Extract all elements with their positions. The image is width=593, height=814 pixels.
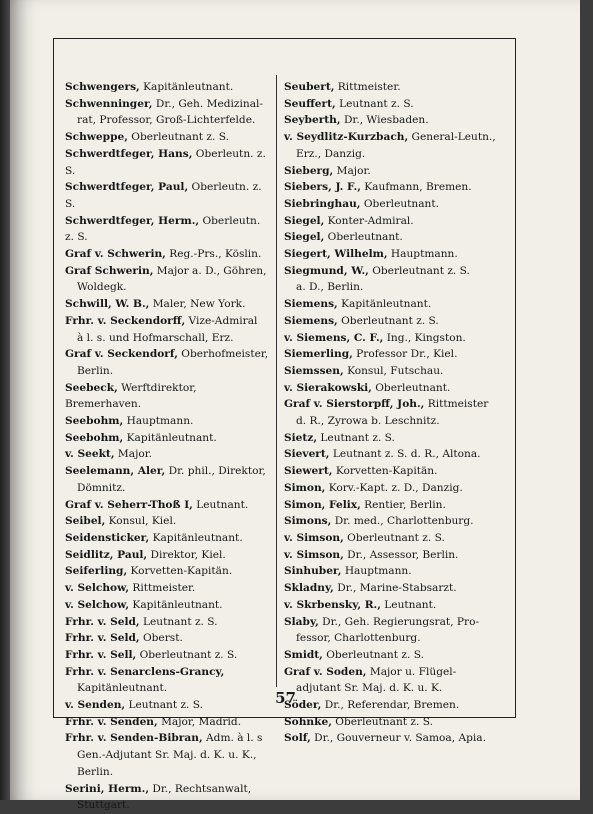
entry-details: Rentier, Berlin. [364,498,446,511]
directory-entry [284,446,509,463]
entry-name: v. Skrbensky, R., [284,598,381,611]
entry-details: Major u. Flügel- [369,665,457,678]
directory-entry [65,614,270,631]
entry-continuation: Dömnitz. [77,481,126,494]
entry-details: Korvetten-Kapitän. [335,465,438,478]
entry-details: Dr., Gouverneur v. Samoa, Apia. [314,732,486,745]
entry-details: Korv.-Kapt. z. D., Danzig. [328,481,463,494]
entry-name: Siewert, [284,465,333,478]
entry-name: Graf v. Sierstorpff, Joh., [284,398,425,411]
entry-details: Dr., Geh. Medizinal- [155,97,263,110]
entry-details: Werftdirektor, Bremerhaven. [65,381,197,411]
entry-details: Dr. med., Charlottenburg. [334,515,474,528]
entry-details: Rittmeister. [337,81,401,93]
entry-details: Vize-Admiral [188,314,258,327]
entry-continuation: Gen.-Adjutant Sr. Maj. d. K. u. K., Berlin. [77,749,257,778]
entry-details: Kapitänleutnant. [126,431,217,444]
directory-entry [284,396,509,429]
entry-details: Leutnant. [384,598,437,611]
entry-continuation: fessor, Charlottenburg. [296,632,421,645]
entry-details: Dr., Rechtsanwalt, [152,782,252,795]
entry-details: Oberleutnant z. S. [372,264,470,277]
entry-details: Kapitänleutnant. [152,531,243,544]
directory-entry [65,580,270,597]
entry-name: Sievert, [284,448,330,461]
entry-name: v. Siemens, C. F., [284,331,384,344]
directory-entry [284,730,509,747]
entry-name: Schwerdtfeger, Herm., [65,214,200,227]
entry-name: Graf Schwerin, [65,264,154,277]
directory-entry [284,263,509,296]
directory-entry [284,296,509,313]
entry-name: Solf, [284,732,311,745]
entry-name: Siegel, [284,214,325,227]
entry-name: Schweppe, [65,131,128,144]
directory-entry [65,630,270,647]
entry-name: v. Selchow, [65,582,130,595]
directory-entry [65,346,270,379]
entry-continuation: Stuttgart. [77,799,130,812]
entry-name: Siemens, [284,298,338,311]
page-number: 57 [275,689,296,707]
directory-entry [65,380,270,413]
entry-details: Oberleutnant z. S. [326,648,424,661]
entry-details: General-Leutn., [411,131,496,144]
entry-name: Slaby, [284,615,319,628]
entry-details: Konsul, Futschau. [347,364,444,377]
entry-details: Oberhofmeister, [181,348,269,361]
entry-name: v. Selchow, [65,598,130,611]
directory-entry [65,513,270,530]
directory-entry [284,79,509,96]
entry-name: Seidlitz, Paul, [65,548,148,561]
directory-entry [65,463,270,496]
entry-details: Ing., Kingston. [386,331,466,344]
entry-details: Kapitänleutnant. [143,81,234,93]
directory-entry [284,346,509,363]
entry-name: Sietz, [284,431,318,444]
entry-name: Sinhuber, [284,565,342,578]
directory-entry [65,597,270,614]
directory-entry [284,513,509,530]
entry-details: Dr., Marine-Stabsarzt. [337,582,457,595]
directory-entry [65,179,270,212]
entry-details: Hauptmann. [126,415,194,428]
entry-name: Graf v. Schwerin, [65,248,166,261]
entry-name: Seidensticker, [65,531,150,544]
directory-entry [65,781,270,814]
entry-details: Leutnant. [196,498,249,511]
column-divider [276,75,277,687]
directory-entry [284,463,509,480]
directory-entry [284,714,509,731]
entry-details: Korvetten-Kapitän. [130,565,233,578]
directory-entry [284,129,509,162]
entry-name: Siebringhau, [284,197,361,210]
entry-name: Sohnke, [284,715,332,728]
entry-continuation: a. D., Berlin. [296,281,364,294]
entry-name: Schwerdtfeger, Paul, [65,181,189,194]
entry-name: Seebeck, [65,381,118,394]
entry-name: v. Simson, [284,531,344,544]
entry-continuation: Kapitänleutnant. [77,682,168,695]
directory-entry [284,497,509,514]
book-page [10,0,580,812]
entry-details: Kaufmann, Bremen. [364,181,472,194]
directory-entry [65,96,270,129]
entry-name: Schwenninger, [65,97,153,110]
entry-name: v. Seydlitz-Kurzbach, [284,131,409,144]
entry-name: Graf v. Soden, [284,665,367,678]
directory-entry [65,730,270,780]
directory-entry [65,647,270,664]
right-column [284,79,509,747]
entry-name: Simons, [284,515,332,528]
entry-name: Seelemann, Aler, [65,465,166,478]
directory-entry [284,647,509,664]
entry-details: Oberleutnant z. S. [347,531,445,544]
entry-name: Seiferling, [65,565,128,578]
entry-name: Graf v. Seherr-Thoß I, [65,498,193,511]
directory-entry [284,96,509,113]
entry-name: Serini, Herm., [65,782,150,795]
entry-name: Simon, [284,481,326,494]
directory-entry [284,580,509,597]
entry-details: Leutnant z. S. [320,431,395,444]
entry-name: v. Simson, [284,548,344,561]
entry-details: Dr., Assessor, Berlin. [347,548,459,561]
entry-details: Leutnant z. S. [128,699,204,712]
entry-continuation: d. R., Zyrowa b. Leschnitz. [296,415,440,428]
directory-entry [65,246,270,263]
entry-name: Frhr. v. Senarclens-Grancy, [65,665,225,678]
entry-name: Simon, Felix, [284,498,361,511]
directory-entry [284,614,509,647]
book-spine [0,0,10,800]
entry-name: Frhr. v. Senden-Bibran, [65,732,203,745]
entry-name: Frhr. v. Seckendorff, [65,314,186,327]
entry-continuation: Erz., Danzig. [296,147,366,160]
entry-details: Professor Dr., Kiel. [356,348,458,361]
entry-details: Major, Madrid. [161,715,242,728]
entry-name: v. Senden, [65,699,126,712]
entry-continuation: adjutant Sr. Maj. d. K. u. K. [296,682,443,695]
entry-details: Rittmeister [427,398,489,411]
directory-entry [65,296,270,313]
entry-name: Seebohm, [65,431,124,444]
entry-name: Siemerling, [284,348,353,361]
directory-entry [65,530,270,547]
directory-entry [65,129,270,146]
entry-name: Seubert, [284,81,335,93]
directory-entry [65,430,270,447]
directory-entry [65,263,270,296]
entry-details: Konter-Admiral. [327,214,414,227]
entry-details: Konsul, Kiel. [108,515,177,528]
entry-name: Siegmund, W., [284,264,369,277]
entry-continuation: rat, Professor, Groß-Lichterfelde. [77,114,256,127]
entry-details: Kapitänleutnant. [341,298,432,311]
directory-entry [284,330,509,347]
entry-details: Hauptmann. [344,565,412,578]
entry-name: v. Sierakowski, [284,381,372,394]
entry-details: Oberleutnant. [363,197,439,210]
entry-name: Frhr. v. Sell, [65,648,137,661]
directory-entry [284,163,509,180]
entry-continuation: Woldegk. [77,281,127,294]
entry-name: Sieberg, [284,164,334,177]
directory-entry [284,246,509,263]
entry-name: Seuffert, [284,97,336,110]
entry-details: Oberleutn. z. S. [65,147,266,177]
entry-name: Graf v. Seckendorf, [65,348,178,361]
directory-entry [65,446,270,463]
directory-entry [284,563,509,580]
entry-details: Oberst. [142,632,183,645]
entry-name: Söder, [284,699,322,712]
entry-details: Dr. phil., Direktor, [168,465,266,478]
directory-entry [284,597,509,614]
entry-details: Major a. D., Göhren, [156,264,267,277]
entry-name: Schwengers, [65,81,140,93]
entry-details: Major. [336,164,371,177]
entry-details: Leutnant z. S. [339,97,414,110]
entry-details: Kapitänleutnant. [132,598,223,611]
entry-name: Siegert, Wilhelm, [284,248,388,261]
directory-entry [284,313,509,330]
entry-name: Smidt, [284,648,323,661]
entry-continuation: Berlin. [77,364,114,377]
entry-details: Oberleutn. z. S. [65,214,261,244]
entry-details: Leutnant z. S. d. R., Altona. [332,448,481,461]
entry-details: Rittmeister. [132,582,196,595]
entry-name: Seebohm, [65,415,124,428]
directory-entry [65,79,270,96]
entry-details: Dr., Referendar, Bremen. [324,699,460,712]
entry-details: Oberleutnant. [327,231,403,244]
entry-details: Oberleutnant z. S. [139,648,238,661]
directory-entry [284,430,509,447]
entry-details: Adm. à l. s [206,732,263,745]
entry-details: Direktor, Kiel. [150,548,226,561]
entry-details: Dr., Wiesbaden. [343,114,429,127]
directory-entry [284,530,509,547]
directory-entry [65,146,270,179]
entry-details: Major. [117,448,152,461]
directory-entry [284,380,509,397]
directory-entry [284,547,509,564]
directory-entry [65,213,270,246]
entry-details: Oberleutn. z. S. [65,181,262,210]
entry-continuation: à l. s. und Hofmarschall, Erz. [77,331,234,344]
directory-entry [65,497,270,514]
directory-entry [284,213,509,230]
entry-details: Leutnant z. S. [142,615,218,628]
directory-entry [65,547,270,564]
entry-details: Oberleutnant z. S. [341,314,439,327]
directory-entry [65,313,270,346]
entry-name: Siegel, [284,231,325,244]
entry-name: Seyberth, [284,114,341,127]
entry-details: Oberleutnant z. S. [335,715,433,728]
directory-entry [65,714,270,731]
entry-details: Oberleutnant z. S. [131,131,229,144]
directory-entry [284,229,509,246]
directory-entry [284,179,509,196]
entry-name: Skladny, [284,582,334,595]
entry-details: Reg.-Prs., Köslin. [169,248,262,261]
directory-entry [284,112,509,129]
entry-name: Frhr. v. Seld, [65,615,140,628]
text-frame [53,38,516,812]
entry-name: Frhr. v. Seld, [65,632,140,645]
directory-entry [284,196,509,213]
entry-details: Maler, New York. [152,298,246,311]
directory-entry [65,563,270,580]
entry-details: Dr., Geh. Regierungsrat, Pro- [322,615,480,628]
entry-details: Oberleutnant. [375,381,451,394]
directory-entry [284,363,509,380]
entry-name: Schwill, W. B., [65,298,150,311]
entry-name: Frhr. v. Senden, [65,715,158,728]
entry-name: Siemens, [284,314,338,327]
entry-details: Hauptmann. [390,248,458,261]
directory-entry [284,480,509,497]
directory-entry [65,413,270,430]
entry-name: Schwerdtfeger, Hans, [65,147,193,160]
entry-name: v. Seekt, [65,448,115,461]
entry-name: Siemssen, [284,364,344,377]
entry-name: Seibel, [65,515,106,528]
entry-name: Siebers, J. F., [284,181,361,194]
